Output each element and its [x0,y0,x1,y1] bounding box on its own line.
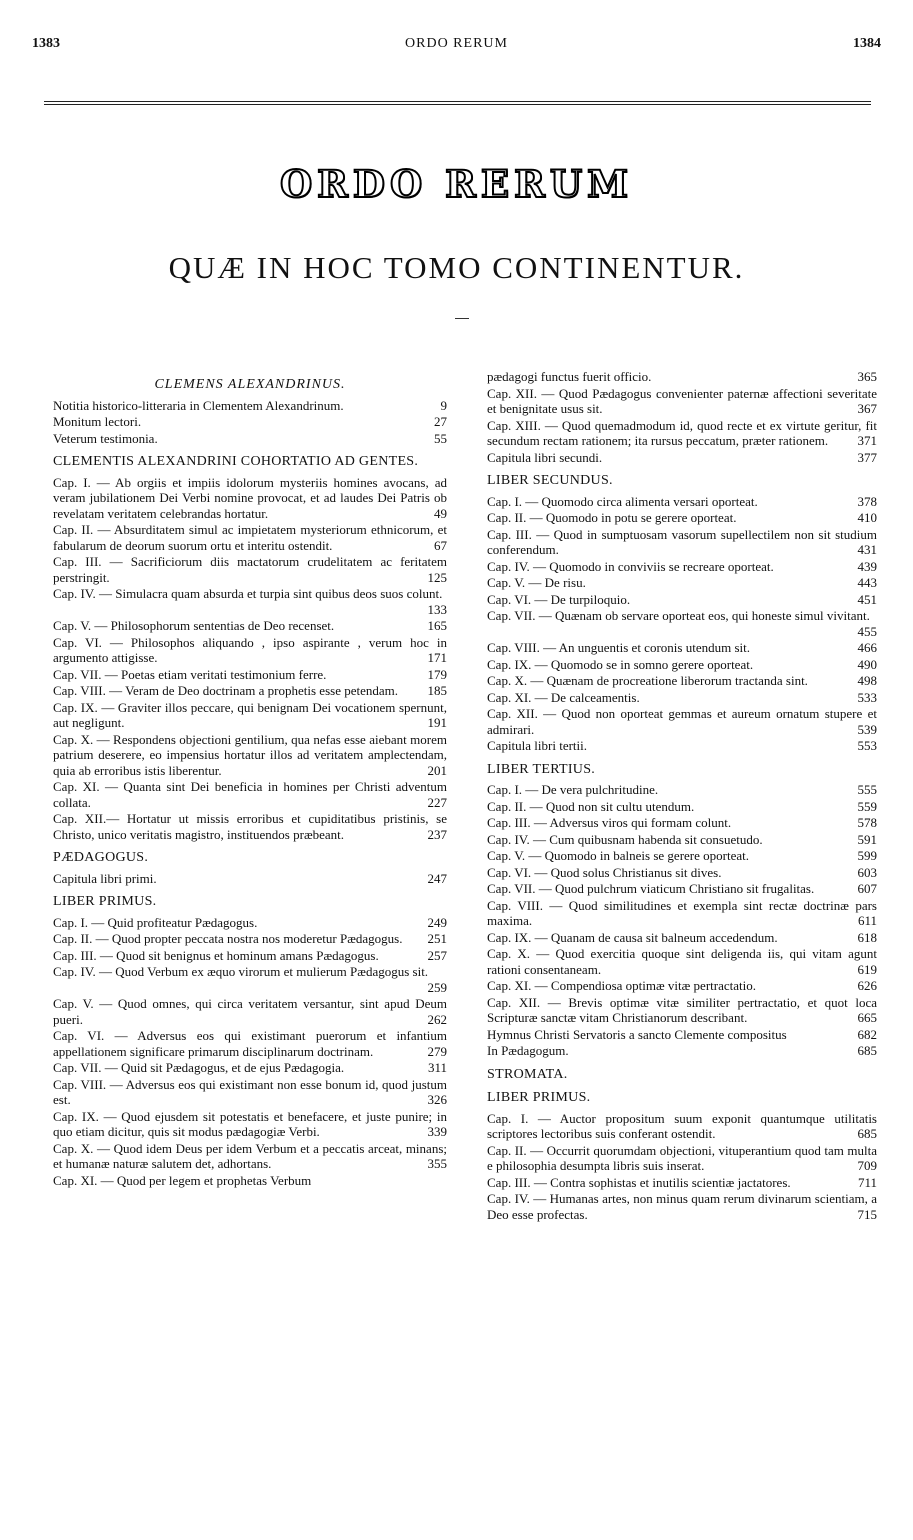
toc-entry [53,948,447,964]
toc-page-number: 591 [857,831,877,847]
toc-page-number: 171 [427,650,447,665]
toc-entry-text: Cap. V. — Philosophorum sententias de Deo recenset. [53,618,335,633]
toc-entry [487,450,877,466]
page-title: ORDO RERUM [279,162,634,206]
toc-entry [53,618,447,634]
toc-entry [487,1191,877,1222]
page-number-left: 1383 [32,36,60,51]
toc-entry-text: Cap. XI. — Quod per legem et prophetas Verbum [53,1172,312,1188]
toc-entry [487,418,877,449]
left-column [53,369,447,1189]
toc-page-number: 685 [857,1126,877,1141]
toc-entry-text: Cap. XI. — Quanta sint Dei beneficia in homines per Christi adventum collata. [53,779,447,810]
toc-page-number: 55 [434,430,447,446]
section-heading: PÆDAGOGUS. [53,850,149,865]
toc-page-number: 603 [857,864,877,880]
toc-entry-text: Cap. X. — Quænam de procreatione liberorum tractanda sint. [487,673,808,688]
toc-entry [487,782,877,798]
toc-page-number: 377 [857,449,877,465]
toc-page-number: 439 [857,558,877,574]
toc-page-number: 27 [434,414,447,429]
toc-entry-text: Cap. II. — Occurrit quorumdam objectioni, vituperantium quod tam multa e philosophia desumpta libris suis inserat. [487,1142,877,1173]
toc-entry [487,815,877,831]
toc-entry-text: Cap. IV. — Cum quibusnam habenda sit consuetudo. [487,831,763,847]
section-heading: LIBER PRIMUS. [53,894,157,909]
toc-entry-text: Cap. V. — Quomodo in balneis se gerere oporteat. [487,848,749,863]
toc-entry-text: Cap. I. — Quomodo circa alimenta versari oporteat. [487,493,758,509]
toc-page-number: 443 [857,575,877,590]
toc-entry [53,1109,447,1140]
toc-page-number: 665 [857,1010,877,1025]
toc-entry [487,1175,877,1191]
toc-entry [487,1027,877,1043]
toc-entry-text: Cap. X. — Quod exercitia quoque sint deligenda iis, qui vitam agunt rationi consentaneam. [487,946,877,977]
header-rule [44,101,871,105]
toc-entry-text: pædagogi functus fuerit officio. [487,369,652,384]
toc-entry-text: Cap. VIII. — Veram de Deo doctrinam a prophetis esse petendam. [53,683,399,698]
toc-page-number: 367 [857,401,877,416]
toc-entry-text: Cap. II. — Quod non sit cultu utendum. [487,798,695,814]
toc-entry [53,915,447,931]
toc-entry-text: Cap. IV. — Quomodo in conviviis se recreare oporteat. [487,558,774,574]
toc-entry [53,732,447,779]
running-title: ORDO RERUM [405,36,508,51]
section-heading: CLEMENS ALEXANDRINUS. [154,377,346,392]
toc-entry-text: Cap. I. — Auctor propositum suum exponit quantumque utilitatis scriptores lectoribus suis conferant ostendit. [487,1110,877,1141]
toc-entry [487,848,877,864]
toc-page-number: 451 [857,591,877,607]
toc-entry [487,673,877,689]
section-heading: STROMATA. [487,1066,568,1082]
toc-page-number: 133 [427,601,447,617]
toc-entry-text: Cap. II. — Quomodo in potu se gerere oporteat. [487,510,737,525]
toc-page-number: 326 [427,1092,447,1107]
toc-entry [487,1143,877,1174]
toc-entry-text: In Pædagogum. [487,1043,569,1058]
toc-entry [53,667,447,683]
toc-entry [53,635,447,666]
toc-entry [487,865,877,881]
section-heading: LIBER SECUNDUS. [487,473,613,488]
toc-entry [487,510,877,526]
toc-entry-text: Notitia historico-litteraria in Clementem Alexandrinum. [53,397,344,413]
toc-entry [487,832,877,848]
toc-page-number: 49 [434,505,447,521]
toc-entry [487,930,877,946]
toc-entry-text: Cap. II. — Quod propter peccata nostra nos moderetur Pædagogus. [53,931,403,946]
toc-entry-text: Cap. I. — De vera pulchritudine. [487,782,659,797]
toc-entry-text: Cap. VI. — De turpiloquio. [487,591,631,607]
toc-entry [53,931,447,947]
toc-entry [487,898,877,929]
toc-page-number: 607 [857,881,877,896]
toc-entry-text: Cap. IX. — Quomodo se in somno gerere oporteat. [487,656,754,672]
toc-page-number: 179 [427,666,447,682]
toc-page-number: 455 [857,623,877,639]
toc-entry-text: Cap. VIII. — Adversus eos qui existimant non esse bonum id, quod justum est. [53,1076,447,1107]
toc-page-number: 237 [427,826,447,842]
toc-entry [487,706,877,737]
toc-entry [487,527,877,558]
toc-page-number: 251 [427,931,447,946]
toc-entry-text: Cap. XII. — Brevis optimæ vitæ similiter pertractatio, et quot loca Scripturæ sanctæ vitam Christianorum describant. [487,994,877,1025]
section-heading: LIBER TERTIUS. [487,761,596,777]
toc-entry [487,1043,877,1059]
toc-page-number: 227 [427,794,447,810]
toc-page-number: 539 [857,721,877,737]
toc-entry-text: Cap. X. — Respondens objectioni gentilium, qua nefas esse aiebant morem patrium deserere, eo impensius hortatur illos ad veritatem amplectendam, quia ab erroribus istis liberentur. [53,731,447,778]
section-heading: CLEMENTIS ALEXANDRINI COHORTATIO AD GENTES. [53,454,419,469]
toc-page-number: 371 [857,433,877,448]
toc-entry-text: Cap. VIII. — An unguentis et coronis utendum sit. [487,640,750,655]
toc-page-number: 498 [857,673,877,688]
toc-entry [487,559,877,575]
toc-entry [487,386,877,417]
toc-entry [53,554,447,585]
toc-page-number: 431 [857,542,877,557]
toc-entry [487,881,877,897]
toc-entry-text: Cap. VII. — Poetas etiam veritati testimonium ferre. [53,666,327,682]
toc-page-number: 249 [427,914,447,930]
toc-page-number: 599 [857,848,877,863]
toc-entry [487,978,877,994]
toc-entry [53,1077,447,1108]
toc-entry [487,799,877,815]
toc-entry [487,575,877,591]
toc-entry [487,494,877,510]
toc-entry-text: Cap. VII. — Quænam ob servare oporteat eos, qui honeste simul vivitant. [487,608,870,623]
toc-entry [53,431,447,447]
toc-entry [53,779,447,810]
toc-page-number: 125 [427,569,447,585]
toc-entry [53,586,447,617]
toc-entry [487,690,877,706]
toc-entry-text: Cap. IX. — Quod ejusdem sit potestatis et benefacere, et juste punire; in quo etiam dicitur, quis sit modus pædagogiæ Verbi. [53,1108,447,1139]
toc-page-number: 578 [857,815,877,830]
toc-entry-text: Cap. VII. — Quod pulchrum viaticum Christiano sit frugalitas. [487,881,815,896]
toc-entry-text: Cap. III. — Adversus viros qui formam colunt. [487,815,732,830]
toc-entry [53,1028,447,1059]
toc-entry-text: Cap. I. — Quid profiteatur Pædagogus. [53,914,258,930]
toc-entry-text: Cap. IV. — Simulacra quam absurda et turpia sint quibus deos suos colunt. [53,586,443,601]
toc-entry-text: Cap. I. — Ab orgiis et impiis idolorum mysteriis homines avocans, ad veram jubilationem Dei Verbi nomine provocat, et ad laudes Dei Patris ob revelatam veritatem celebrandas hortatur. [53,474,447,521]
toc-entry [487,369,877,385]
toc-entry-text: Cap. XI. — De calceamentis. [487,689,640,705]
section-heading: LIBER PRIMUS. [487,1090,591,1105]
toc-page-number: 247 [427,870,447,886]
toc-entry-text: Cap. VI. — Quod solus Christianus sit dives. [487,864,722,880]
toc-page-number: 191 [427,715,447,730]
toc-entry-text: Cap. XII. — Quod Pædagogus convenienter paternæ affectioni severitate et benignitate usus sit. [487,385,877,416]
toc-page-number: 555 [857,782,877,797]
toc-entry [53,475,447,522]
right-column [487,369,877,1223]
toc-page-number: 262 [427,1011,447,1027]
toc-entry-text: Cap. XII. — Quod non oporteat gemmas et aureum ornatum stupere et admirari. [487,706,877,737]
toc-entry-text: Cap. VI. — Philosophos aliquando , ipso aspirante , verum hoc in argumento attigisse. [53,634,447,665]
toc-page-number: 490 [857,656,877,672]
toc-page-number: 165 [427,618,447,633]
toc-entry-text: Cap. X. — Quod idem Deus per idem Verbum et a peccatis arceat, minans; et humanæ naturæ salutem det, adhortans. [53,1140,447,1171]
toc-entry-text: Cap. XIII. — Quod quemadmodum id, quod recte et ex virtute geritur, fit secundum rectam rationem; ita rursus peccatum, præter rationem. [487,417,877,448]
toc-entry [53,996,447,1027]
page-number-right: 1384 [853,36,881,51]
toc-entry [53,1060,447,1076]
toc-entry-text: Veterum testimonia. [53,430,158,446]
toc-page-number: 185 [427,683,447,698]
toc-entry [487,657,877,673]
toc-entry-text: Cap. IV. — Quod Verbum ex æquo virorum et mulierum Pædagogus sit. [53,964,429,979]
toc-page-number: 410 [857,510,877,525]
page-subtitle: QUÆ IN HOC TOMO CONTINENTUR. [168,250,745,285]
toc-entry [53,414,447,430]
toc-page-number: 355 [427,1156,447,1171]
toc-entry [487,995,877,1026]
toc-page-number: 378 [857,493,877,509]
toc-entry-text: Cap. IX. — Quanam de causa sit balneum accedendum. [487,929,778,945]
toc-entry-text: Cap. VII. — Quid sit Pædagogus, et de ejus Pædagogia. [53,1060,345,1075]
toc-entry [53,683,447,699]
toc-entry-text: Hymnus Christi Servatoris a sancto Clemente compositus [487,1026,787,1042]
toc-entry [53,964,447,995]
toc-entry [53,700,447,731]
toc-entry-text: Cap. IV. — Humanas artes, non minus quam rerum divinarum scientiam, a Deo esse profectas. [487,1191,877,1222]
toc-entry-text: Cap. III. — Quod sit benignus et hominum amans Pædagogus. [53,947,379,963]
toc-page-number: 365 [857,369,877,384]
toc-page-number: 715 [857,1206,877,1222]
toc-entry-text: Cap. V. — Quod omnes, qui circa veritatem versantur, sint apud Deum pueri. [53,996,447,1027]
toc-entry [53,1141,447,1172]
toc-entry-text: Cap. IX. — Graviter illos peccare, qui benignam Dei vocationem spernunt, aut negligunt. [53,699,447,730]
toc-page-number: 533 [857,689,877,705]
toc-entry [487,608,877,639]
toc-page-number: 339 [427,1124,447,1139]
toc-page-number: 618 [857,929,877,945]
toc-page-number: 67 [434,537,447,553]
toc-page-number: 709 [857,1158,877,1173]
divider-dash [455,318,469,319]
toc-entry [487,946,877,977]
toc-entry-text: Capitula libri secundi. [487,449,603,465]
running-head [32,36,881,58]
toc-page-number: 685 [857,1043,877,1058]
toc-page-number: 559 [857,798,877,814]
toc-entry [53,522,447,553]
toc-entry [487,738,877,754]
toc-entry-text: Cap. V. — De risu. [487,575,586,590]
toc-entry-text: Cap. III. — Quod in sumptuosam vasorum supellectilem non sit studium conferendum. [487,526,877,557]
toc-entry [487,640,877,656]
toc-entry [53,1173,447,1189]
toc-entry [487,592,877,608]
toc-page-number: 311 [427,1060,447,1075]
toc-page-number: 9 [440,397,447,413]
toc-page-number: 466 [857,640,877,655]
toc-entry-text: Cap. VIII. — Quod similitudines et exempla sint rectæ doctrinæ pars maxima. [487,897,877,928]
toc-entry-text: Cap. XII.— Hortatur ut missis erroribus et cupiditatibus pristinis, se Christo, unico veritatis magistro, instituendos præbeant. [53,811,447,842]
toc-page-number: 279 [427,1043,447,1059]
toc-entry [53,398,447,414]
toc-entry [53,811,447,842]
toc-entry-text: Cap. III. — Sacrificiorum diis mactatorum crudelitatem ac feritatem perstringit. [53,554,447,585]
toc-entry-text: Capitula libri primi. [53,870,157,886]
toc-entry-text: Cap. XI. — Compendiosa optimæ vitæ pertractatio. [487,978,756,993]
toc-page-number: 682 [857,1026,877,1042]
toc-entry-text: Cap. VI. — Adversus eos qui existimant puerorum et infantium appellationem significare primarum disciplinarum doctrinam. [53,1028,447,1059]
toc-page-number: 257 [427,947,447,963]
toc-page-number: 201 [427,762,447,778]
toc-page-number: 711 [857,1174,877,1190]
toc-entry [53,871,447,887]
toc-entry-text: Cap. II. — Absurditatem simul ac impietatem mysteriorum ethnicorum, et fabularum de deorum suorum ortu et interitu ostendit. [53,522,447,553]
toc-entry-text: Monitum lectori. [53,414,142,429]
toc-entry-text: Cap. III. — Contra sophistas et inutilis scientiæ jactatores. [487,1174,791,1190]
toc-entry [487,1111,877,1142]
toc-entry-text: Capitula libri tertii. [487,738,588,753]
toc-page-number: 619 [857,961,877,977]
toc-page-number: 553 [857,738,877,753]
toc-page-number: 259 [427,979,447,995]
toc-page-number: 626 [857,978,877,993]
toc-page-number: 611 [857,913,877,928]
